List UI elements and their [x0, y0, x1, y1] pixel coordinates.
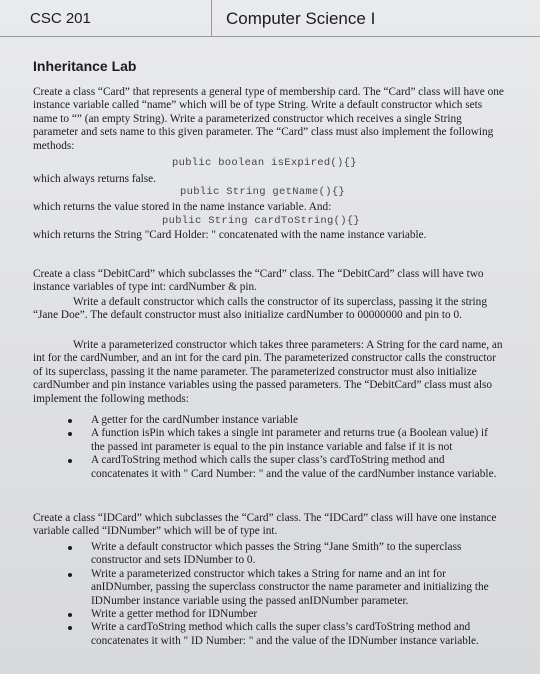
bullet-icon [68, 419, 72, 423]
debit-methods-list [91, 414, 501, 481]
idcard-intro: Create a class “IDCard” which subclasses the “Card” class. The “IDCard” class will have one instance variable called “IDNumber” which will be of type int. [33, 512, 497, 538]
list-item: Write a getter method for IDNumber [91, 608, 501, 621]
page-header [0, 0, 540, 37]
bullet-icon [68, 432, 72, 436]
course-code: CSC 201 [30, 10, 91, 27]
bullet-icon [68, 573, 72, 577]
course-title: Computer Science I [226, 9, 376, 28]
debit-default-constructor: Write a default constructor which calls the constructor of its superclass, passing it the string “Jane Doe”. The default constructor must also initialize cardNumber to 00000000 and pin to 0. [33, 296, 487, 322]
lab-title: Inheritance Lab [33, 58, 137, 74]
list-item: Write a parameterized constructor which takes a String for name and an int for anIDNumber, passing the superclass constructor the name parameter and initializing the IDNumber instance variable using the passed anIDNumber parameter. [91, 568, 501, 608]
debit-param-constructor: Write a parameterized constructor which takes three parameters: A String for the card name, an int for the cardNumber, and an int for the card pin. The parameterized constructor calls the constructor of its superclass, passing it the name parameter. The parameterized constructor must also initialize cardNumber and pin instance variables using the passed parameters. The “DebitCard” class must also implement the following methods: [33, 339, 503, 405]
list-item: Write a cardToString method which calls the super class’s cardToString method and concatenates it with " ID Number: " and the value of the IDNumber instance variable. [91, 621, 501, 648]
list-item: A getter for the cardNumber instance variable [91, 414, 501, 427]
bullet-icon [68, 459, 72, 463]
method-isexpired: public boolean isExpired(){} [172, 157, 357, 169]
bullet-icon [68, 546, 72, 550]
list-item: Write a default constructor which passes the String “Jane Smith” to the superclass constructor and sets IDNumber to 0. [91, 541, 501, 568]
bullet-icon [68, 613, 72, 617]
idcard-methods-list [91, 541, 501, 648]
bullet-icon [68, 626, 72, 630]
debit-intro: Create a class “DebitCard” which subclasses the “Card” class. The “DebitCard” class will have two instance variables of type int: cardNumber & pin. [33, 268, 484, 294]
cardtostring-desc: which returns the String "Card Holder: " concatenated with the name instance variable. [33, 229, 427, 241]
isexpired-desc: which always returns false. [33, 173, 156, 185]
list-item: A function isPin which takes a single int parameter and returns true (a Boolean value) if the passed int parameter is equal to the pin instance variable and false if it is not [91, 427, 501, 454]
getname-desc: which returns the value stored in the name instance variable. And: [33, 201, 332, 213]
header-divider [211, 0, 212, 36]
list-item: A cardToString method which calls the super class’s cardToString method and concatenates it with " Card Number: " and the value of the cardNumber instance variable. [91, 454, 501, 481]
method-cardtostring: public String cardToString(){} [162, 215, 361, 227]
card-intro: Create a class “Card” that represents a general type of membership card. The “Card” class will have one instance variable called “name” which will be of type String. Write a default constructor which sets name to “” (an empty String). Write a parameterized constructor which receives a single String parameter and sets name to this given parameter. The “Card” class must also implement the following methods: [33, 86, 504, 152]
method-getname: public String getName(){} [180, 186, 346, 198]
